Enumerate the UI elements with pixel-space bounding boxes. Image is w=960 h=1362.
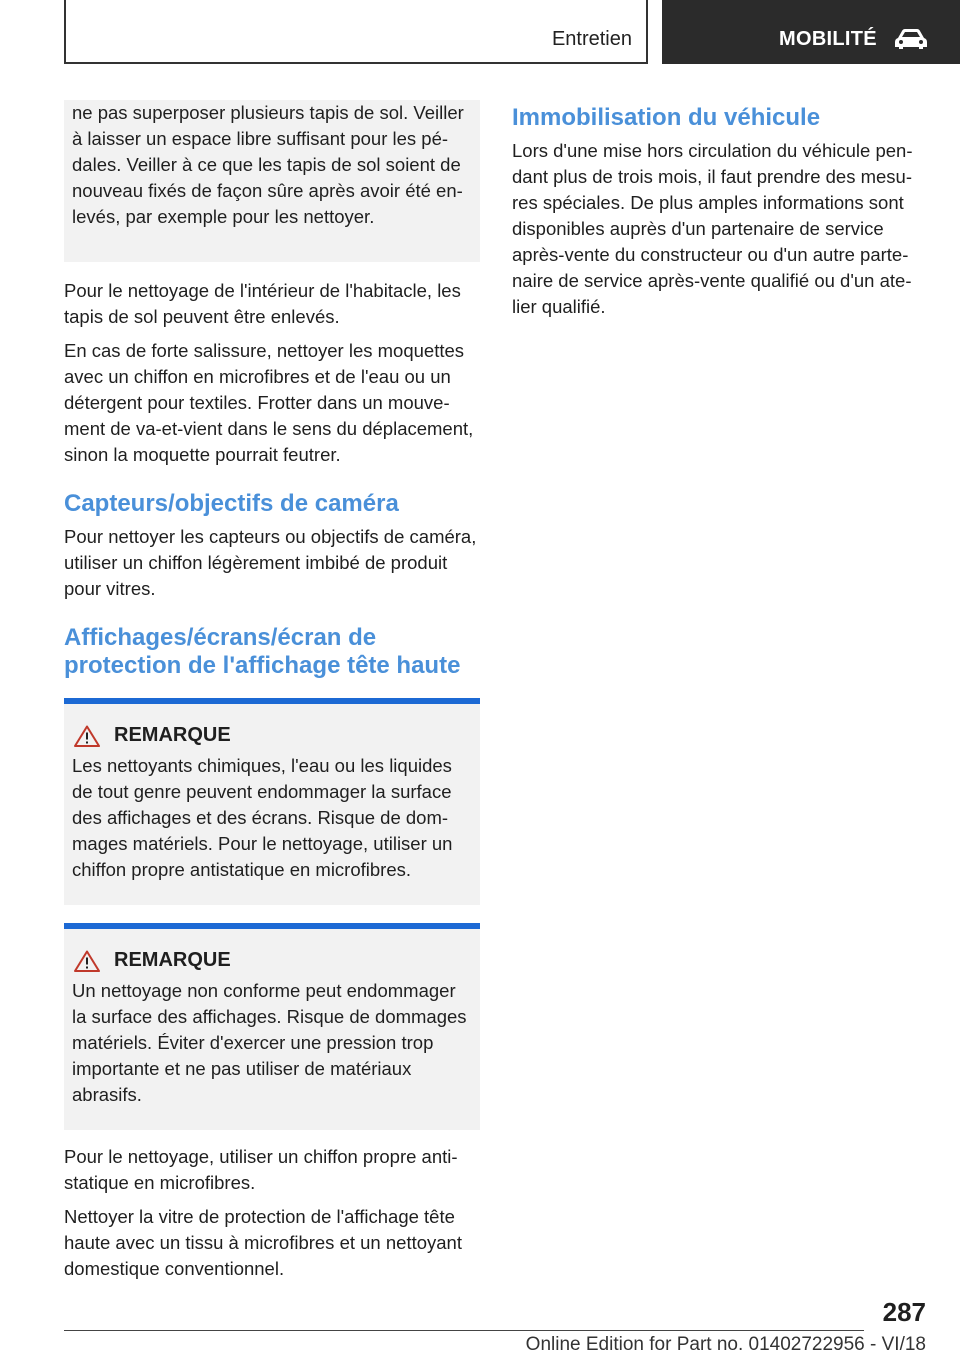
paragraph-carpets: En cas de forte salissure, nettoyer les moquettes avec un chiffon en microfibres et de l'eau ou un détergent pour textiles. Frotter dans un mouvement de va-et-vient dans le sens du déplacement, sinon la moquette pourrait feutrer. — [64, 340, 474, 465]
footer-edition: Online Edition for Part no. 01402722956 - VI/18 — [525, 1334, 926, 1355]
header-chapter-label: MOBILITÉ — [779, 28, 877, 50]
heading-displays: Affichages/écrans/écran de protection de l'affichage tête haute — [64, 624, 461, 679]
continued-notice-box — [64, 100, 480, 262]
heading-camera-sensors: Capteurs/objectifs de caméra — [64, 490, 399, 517]
paragraph-floor-mats: Pour le nettoyage de l'intérieur de l'habitacle, les tapis de sol peuvent être enlevés. — [64, 280, 461, 327]
right-column — [512, 100, 928, 328]
header-section-label: Entretien — [551, 28, 632, 50]
header-section-tab — [64, 0, 648, 64]
heading-vehicle-storage: Immobilisation du véhicule — [512, 104, 821, 131]
warning-triangle-icon — [74, 725, 100, 747]
notice-2-text: Un nettoyage non conforme peut endommager la surface des affichages. Risque de dommages matériels. Éviter d'exercer une pression trop importante et ne pas utiliser de matériaux abrasifs. — [72, 980, 467, 1105]
header-chapter-tab — [662, 0, 960, 64]
notice-box-1 — [64, 698, 480, 905]
footer-divider — [64, 1330, 864, 1331]
notice-1-title: REMARQUE — [114, 724, 231, 746]
paragraph-camera-sensors: Pour nettoyer les capteurs ou objectifs de caméra, utiliser un chiffon légèrement imbibé de produit pour vitres. — [64, 526, 477, 599]
continued-notice-text: ne pas superposer plusieurs tapis de sol. Veiller à laisser un espace libre suffisant pour les pédales. Veiller à ce que les tapis de sol soient de nouveau fixés de façon sûre après avoir été enlevés, par exemple pour les nettoyer. — [72, 102, 464, 227]
car-icon — [894, 27, 928, 51]
paragraph-vehicle-storage: Lors d'une mise hors circulation du véhicule pendant plus de trois mois, il faut prendre des mesures spéciales. De plus amples informations sont disponibles auprès d'un partenaire de service après-vente du constructeur ou d'un autre partenaire de service après-vente qualifié ou d'un atelier qualifié. — [512, 140, 913, 317]
notice-1-text: Les nettoyants chimiques, l'eau ou les liquides de tout genre peuvent endommager la surface des affichages et des écrans. Risque de dommages matériels. Pour le nettoyage, utiliser un chiffon propre antistatique en microfibres. — [72, 755, 453, 880]
notice-2-title: REMARQUE — [114, 949, 231, 971]
paragraph-hud-glass: Nettoyer la vitre de protection de l'affichage tête haute avec un tissu à microfibres et un nettoyant domestique conventionnel. — [64, 1206, 462, 1279]
warning-triangle-icon — [74, 950, 100, 972]
page-number: 287 — [882, 1297, 926, 1327]
notice-box-2 — [64, 923, 480, 1130]
left-column — [64, 100, 480, 1290]
paragraph-cleaning-cloth: Pour le nettoyage, utiliser un chiffon propre antistatique en microfibres. — [64, 1146, 458, 1193]
